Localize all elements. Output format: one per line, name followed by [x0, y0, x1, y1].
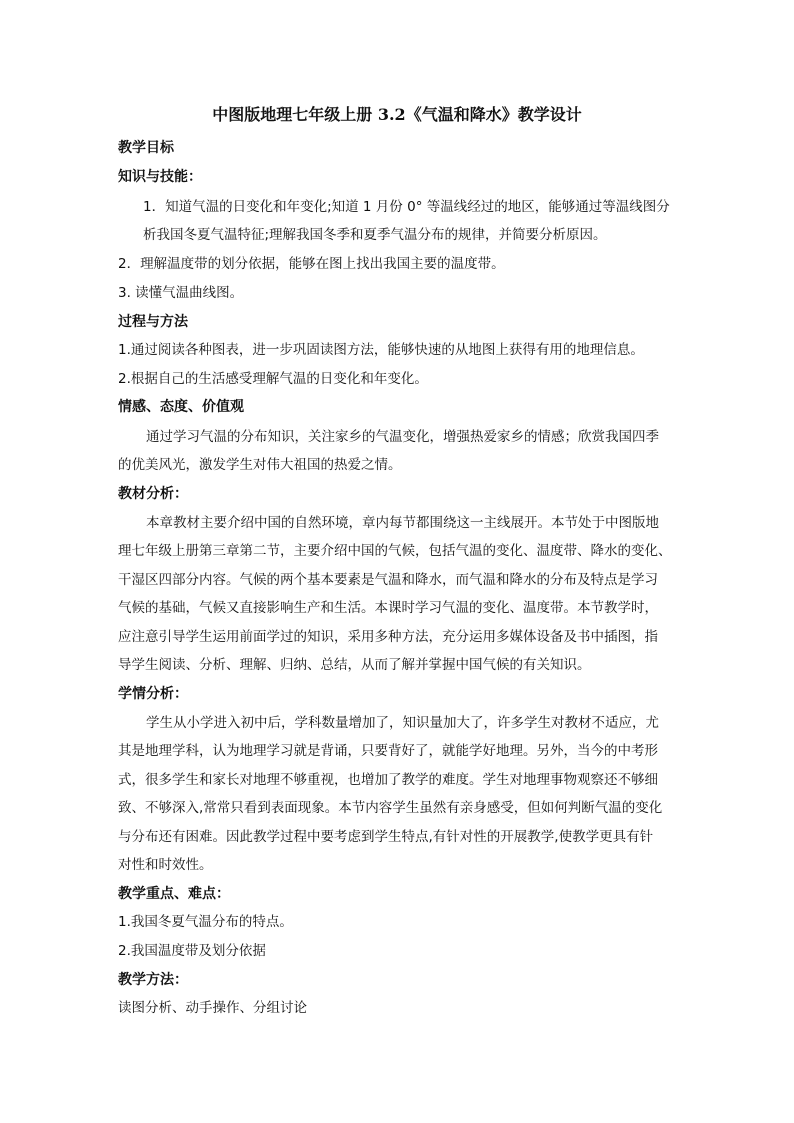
methods-line-1: 读图分析、动手操作、分组讨论	[118, 1000, 307, 1016]
textbook-line-3: 干湿区四部分内容。气候的两个基本要素是气温和降水，而气温和降水的分布及特点是学习	[118, 572, 658, 588]
students-heading: 学情分析：	[118, 686, 188, 702]
emotion-line-1: 通过学习气温的分布知识，关注家乡的气温变化，增强热爱家乡的情感；欣赏我国四季	[146, 429, 659, 445]
objectives-heading: 教学目标	[118, 140, 174, 156]
textbook-heading: 教材分析：	[118, 486, 188, 502]
knowledge-line-3: 2．理解温度带的划分依据，能够在图上找出我国主要的温度带。	[118, 256, 505, 272]
keypoints-line-2: 2.我国温度带及划分依据	[118, 943, 266, 959]
keypoints-heading: 教学重点、难点：	[118, 886, 230, 902]
emotion-line-2: 的优美风光，激发学生对伟大祖国的热爱之情。	[118, 457, 402, 473]
students-line-3: 式，很多学生和家长对地理不够重视，也增加了教学的难度。学生对地理事物观察还不够细	[118, 772, 658, 788]
students-line-2: 其是地理学科，认为地理学习就是背诵，只要背好了，就能学好地理。另外，当今的中考形	[118, 743, 658, 759]
textbook-line-4: 气候的基础，气候又直接影响生产和生活。本课时学习气温的变化、温度带。本节教学时，	[118, 600, 658, 616]
process-line-1: 1.通过阅读各种图表，进一步巩固读图方法，能够快速的从地图上获得有用的地理信息。	[118, 342, 644, 358]
textbook-line-2: 理七年级上册第三章第二节，主要介绍中国的气候，包括气温的变化、温度带、降水的变化、	[118, 543, 672, 559]
methods-heading: 教学方法：	[118, 972, 188, 988]
textbook-line-1: 本章教材主要介绍中国的自然环境，章内每节都围绕这一主线展开。本节处于中图版地	[146, 515, 659, 531]
knowledge-line-2: 析我国冬夏气温特征;理解我国冬季和夏季气温分布的规律，并简要分析原因。	[143, 227, 607, 243]
document-title: 中图版地理七年级上册 3.2《气温和降水》教学设计	[212, 105, 582, 124]
keypoints-line-1: 1.我国冬夏气温分布的特点。	[118, 914, 293, 930]
textbook-line-6: 导学生阅读、分析、理解、归纳、总结，从而了解并掌握中国气候的有关知识。	[118, 657, 591, 673]
students-line-4: 致、不够深入,常常只看到表面现象。本节内容学生虽然有亲身感受，但如何判断气温的变化	[118, 800, 663, 816]
students-line-6: 对性和时效性。	[118, 857, 213, 873]
process-heading: 过程与方法	[118, 314, 188, 330]
knowledge-heading: 知识与技能：	[118, 169, 202, 185]
students-line-5: 与分布还有困难。因此教学过程中要考虑到学生特点,有针对性的开展教学,使教学更具有针	[118, 829, 654, 845]
process-line-2: 2.根据自己的生活感受理解气温的日变化和年变化。	[118, 371, 428, 387]
knowledge-line-4: 3. 读懂气温曲线图。	[118, 285, 244, 301]
emotion-heading: 情感、态度、价值观	[118, 399, 244, 415]
knowledge-line-1: 1．知道气温的日变化和年变化;知道 1 月份 0° 等温线经过的地区，能够通过等温线图分	[143, 199, 670, 215]
students-line-1: 学生从小学进入初中后，学科数量增加了，知识量加大了，许多学生对教材不适应，尤	[146, 715, 659, 731]
textbook-line-5: 应注意引导学生运用前面学过的知识，采用多种方法，充分运用多媒体设备及书中插图，指	[118, 629, 658, 645]
